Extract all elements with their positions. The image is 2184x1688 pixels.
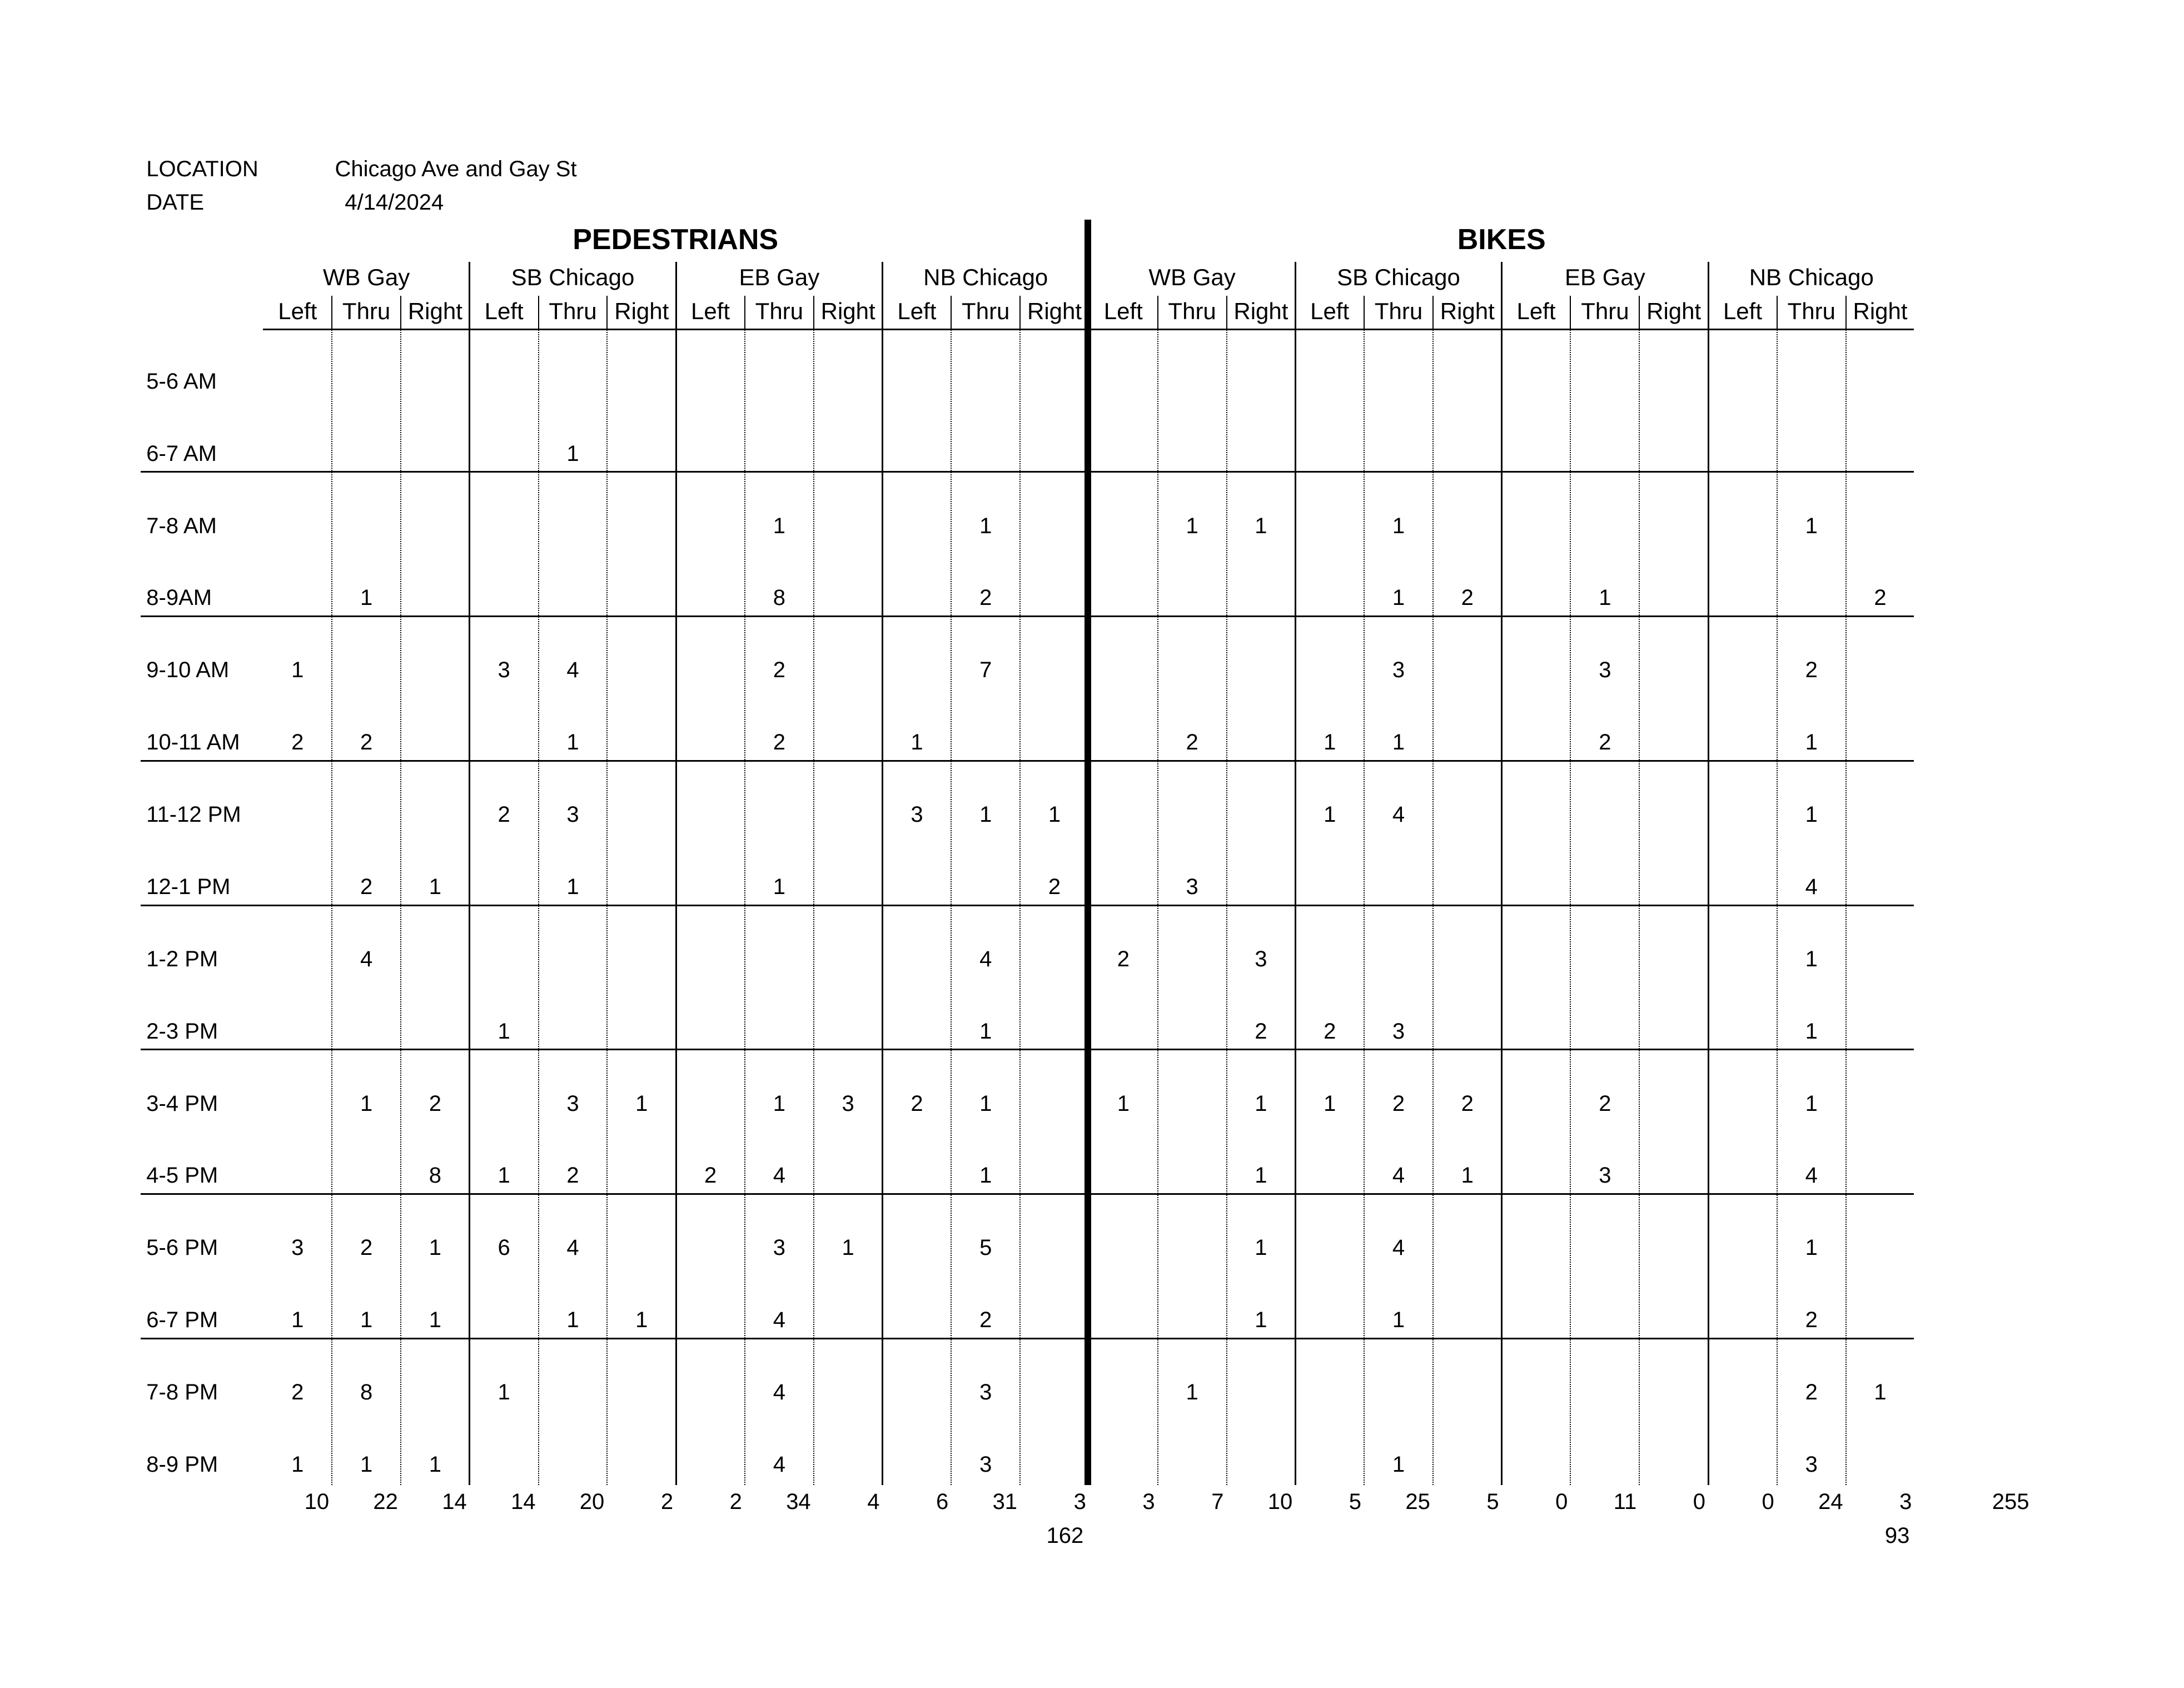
count-cell: 2 [1461,585,1474,610]
count-cell: 2 [498,802,510,827]
approach-header: EB Gay [1565,264,1645,291]
count-cell: 2 [566,1163,579,1188]
count-cell: 3 [566,1091,579,1116]
approach-divider [469,262,470,1485]
movement-header: Right [820,298,875,325]
count-cell: 1 [429,1452,441,1477]
count-cell: 3 [498,658,510,683]
time-period-label: 1-2 PM [146,946,218,971]
header-movement-divider [744,296,745,328]
count-cell: 3 [842,1091,854,1116]
count-cell: 3 [566,802,579,827]
count-cell: 3 [911,802,923,827]
count-cell: 1 [291,658,304,683]
count-cell: 1 [360,585,373,610]
approach-divider [1501,262,1503,1485]
movement-header: Right [614,298,669,325]
count-cell: 2 [979,1308,992,1333]
count-cell: 2 [1117,946,1130,971]
movement-divider [400,296,401,1485]
movement-divider [1019,296,1021,1485]
movement-header: Left [278,298,317,325]
time-period-label: 12-1 PM [146,874,231,899]
count-cell: 4 [566,658,579,683]
count-cell: 2 [360,730,373,755]
count-cell: 1 [1805,946,1818,971]
count-cell: 1 [1186,1379,1198,1404]
count-cell: 8 [360,1379,373,1404]
row-group-line [141,760,1914,762]
movement-divider [331,296,332,1485]
bikes-total: 93 [1884,1523,1910,1548]
movement-header: Right [1440,298,1495,325]
approach-divider [882,262,883,1485]
count-cell: 1 [291,1308,304,1333]
movement-header: Thru [1374,298,1423,325]
count-cell: 1 [1324,1091,1336,1116]
count-cell: 2 [291,1379,304,1404]
column-total: 3 [1073,1489,1086,1514]
count-cell: 1 [291,1452,304,1477]
row-group-line [141,905,1914,906]
count-cell: 4 [773,1163,785,1188]
count-cell: 2 [1048,874,1061,899]
count-cell: 1 [360,1452,373,1477]
count-cell: 4 [1392,1235,1405,1260]
approach-header: SB Chicago [511,264,635,291]
count-cell: 2 [1599,730,1611,755]
count-cell: 4 [1392,802,1405,827]
time-period-label: 5-6 AM [146,369,217,394]
column-total: 0 [1762,1489,1774,1514]
time-period-label: 10-11 AM [146,730,240,755]
header-movement-divider [1432,296,1434,328]
movement-header: Right [1853,298,1908,325]
approach-header: NB Chicago [1749,264,1874,291]
count-cell: 2 [1324,1019,1336,1044]
movement-divider [1639,296,1640,1485]
approach-header: SB Chicago [1337,264,1460,291]
header-movement-divider [538,296,539,328]
count-cell: 2 [1255,1019,1267,1044]
count-cell: 1 [1324,730,1336,755]
count-cell: 1 [498,1019,510,1044]
pedestrians-total: 162 [1046,1523,1084,1548]
count-cell: 1 [360,1091,373,1116]
count-cell: 1 [1392,585,1405,610]
count-cell: 1 [979,1091,992,1116]
movement-header: Thru [755,298,804,325]
count-cell: 2 [1874,585,1887,610]
time-period-label: 5-6 PM [146,1235,218,1260]
count-cell: 3 [1805,1452,1818,1477]
movement-divider [744,296,745,1485]
section-divider [1084,220,1091,1485]
approach-header: NB Chicago [923,264,1048,291]
row-group-line [141,1338,1914,1339]
movement-divider [1570,296,1571,1485]
count-cell: 1 [773,513,785,538]
approach-divider [1708,262,1709,1485]
row-group-line [141,471,1914,473]
count-cell: 2 [429,1091,441,1116]
movement-header: Left [1103,298,1143,325]
count-cell: 1 [566,1308,579,1333]
count-cell: 4 [773,1379,785,1404]
time-period-label: 8-9 PM [146,1452,218,1477]
movement-divider [1845,296,1847,1485]
count-cell: 1 [566,441,579,466]
count-cell: 1 [1805,802,1818,827]
time-period-label: 6-7 PM [146,1308,218,1333]
movement-header: Thru [962,298,1010,325]
count-cell: 3 [1255,946,1267,971]
movement-header: Left [1516,298,1556,325]
count-cell: 4 [1392,1163,1405,1188]
count-cell: 1 [773,874,785,899]
count-cell: 1 [566,874,579,899]
column-total: 0 [1555,1489,1568,1514]
column-total: 24 [1818,1489,1843,1514]
location-label: LOCATION [146,156,258,181]
count-cell: 2 [360,874,373,899]
column-total: 20 [579,1489,605,1514]
count-cell: 2 [1805,1379,1818,1404]
count-cell: 1 [979,1019,992,1044]
section-title-bikes: BIKES [1457,224,1546,256]
count-cell: 1 [429,874,441,899]
count-cell: 1 [429,1235,441,1260]
row-group-line [141,1049,1914,1050]
row-group-line [141,615,1914,617]
count-cell: 2 [773,730,785,755]
header-movement-divider [813,296,814,328]
movement-header: Right [1233,298,1288,325]
count-cell: 2 [1805,658,1818,683]
movement-header: Left [691,298,730,325]
column-total: 3 [1899,1489,1912,1514]
count-cell: 1 [1255,1308,1267,1333]
count-cell: 3 [291,1235,304,1260]
count-cell: 8 [773,585,785,610]
column-total: 14 [442,1489,467,1514]
approach-divider [675,262,677,1485]
column-total: 34 [786,1489,811,1514]
time-period-label: 3-4 PM [146,1091,218,1116]
column-total: 25 [1405,1489,1430,1514]
section-title-pedestrians: PEDESTRIANS [573,224,779,256]
count-cell: 1 [1324,802,1336,827]
count-cell: 1 [1461,1163,1474,1188]
movement-divider [1226,296,1227,1485]
count-cell: 1 [1874,1379,1887,1404]
approach-header: WB Gay [322,264,410,291]
time-period-label: 11-12 PM [146,802,241,827]
count-cell: 1 [1255,1091,1267,1116]
count-cell: 1 [773,1091,785,1116]
header-movement-divider [1226,296,1227,328]
count-cell: 8 [429,1163,441,1188]
approach-header: WB Gay [1148,264,1236,291]
count-cell: 4 [773,1308,785,1333]
approach-header: EB Gay [739,264,820,291]
movement-header: Right [1646,298,1702,325]
count-cell: 3 [1392,658,1405,683]
column-total: 11 [1613,1489,1637,1514]
count-cell: 3 [1599,1163,1611,1188]
date-value: 4/14/2024 [345,190,444,215]
count-cell: 1 [1805,513,1818,538]
count-cell: 1 [1599,585,1611,610]
time-period-label: 7-8 AM [146,513,217,538]
count-cell: 2 [1186,730,1198,755]
movement-divider [1364,296,1365,1485]
column-total: 22 [373,1489,398,1514]
header-movement-divider [400,296,401,328]
movement-header: Right [1027,298,1082,325]
movement-header: Left [1723,298,1762,325]
header-movement-divider [1019,296,1021,328]
count-cell: 2 [704,1163,717,1188]
column-total: 6 [936,1489,949,1514]
count-cell: 1 [429,1308,441,1333]
count-cell: 2 [1392,1091,1405,1116]
column-total: 5 [1349,1489,1362,1514]
movement-header: Right [407,298,462,325]
movement-divider [813,296,814,1485]
column-total: 4 [867,1489,880,1514]
count-cell: 7 [979,658,992,683]
count-cell: 1 [1805,1091,1818,1116]
approach-divider [1295,262,1296,1485]
movement-divider [1157,296,1158,1485]
count-cell: 5 [979,1235,992,1260]
count-cell: 4 [1805,1163,1818,1188]
count-cell: 4 [566,1235,579,1260]
count-cell: 3 [1392,1019,1405,1044]
count-cell: 1 [498,1163,510,1188]
movement-header: Left [484,298,524,325]
location-value: Chicago Ave and Gay St [335,156,577,181]
movement-header: Left [1310,298,1350,325]
column-total: 7 [1211,1489,1224,1514]
movement-divider [538,296,539,1485]
count-cell: 1 [635,1308,648,1333]
count-cell: 1 [1392,1308,1405,1333]
movement-header: Thru [342,298,391,325]
count-cell: 4 [979,946,992,971]
count-cell: 1 [979,513,992,538]
header-movement-divider [1639,296,1640,328]
count-cell: 6 [498,1235,510,1260]
count-cell: 1 [979,1163,992,1188]
movement-header: Thru [1787,298,1835,325]
count-cell: 1 [1255,1163,1267,1188]
count-cell: 2 [773,658,785,683]
header-movement-divider [1845,296,1847,328]
time-period-label: 6-7 AM [146,441,217,466]
count-cell: 1 [1255,1235,1267,1260]
column-total: 10 [304,1489,330,1514]
movement-divider [951,296,952,1485]
count-cell: 2 [360,1235,373,1260]
count-cell: 2 [291,730,304,755]
movement-divider [1432,296,1434,1485]
row-group-line [141,1193,1914,1195]
header-movement-divider [1570,296,1571,328]
count-cell: 1 [566,730,579,755]
count-cell: 1 [1186,513,1198,538]
time-period-label: 7-8 PM [146,1379,218,1404]
column-total: 31 [992,1489,1018,1514]
movement-divider [606,296,608,1485]
header-movement-divider [331,296,332,328]
count-cell: 2 [1461,1091,1474,1116]
movement-divider [1777,296,1778,1485]
count-cell: 3 [979,1379,992,1404]
count-cell: 1 [1805,1235,1818,1260]
count-cell: 1 [1392,730,1405,755]
count-cell: 3 [979,1452,992,1477]
count-cell: 1 [360,1308,373,1333]
count-cell: 3 [773,1235,785,1260]
time-period-label: 9-10 AM [146,658,230,683]
column-total: 3 [1142,1489,1155,1514]
count-cell: 1 [1392,513,1405,538]
count-cell: 1 [1392,1452,1405,1477]
count-cell: 3 [1186,874,1198,899]
count-cell: 4 [1805,874,1818,899]
grand-total: 255 [1992,1489,2029,1514]
count-cell: 4 [360,946,373,971]
movement-header: Left [897,298,937,325]
header-movement-divider [606,296,608,328]
count-cell: 1 [842,1235,854,1260]
header-movement-divider [1777,296,1778,328]
count-cell: 1 [1117,1091,1130,1116]
count-cell: 1 [1805,1019,1818,1044]
header-movement-divider [1157,296,1158,328]
count-cell: 1 [635,1091,648,1116]
movement-header: Thru [1581,298,1629,325]
column-total: 10 [1267,1489,1293,1514]
header-movement-divider [1364,296,1365,328]
time-period-label: 2-3 PM [146,1019,218,1044]
movement-header: Thru [1168,298,1216,325]
count-cell: 1 [979,802,992,827]
count-cell: 2 [1805,1308,1818,1333]
count-cell: 2 [979,585,992,610]
count-cell: 1 [1048,802,1061,827]
count-cell: 1 [1805,730,1818,755]
time-period-label: 4-5 PM [146,1163,218,1188]
count-cell: 2 [911,1091,923,1116]
column-total: 2 [660,1489,674,1514]
column-total: 2 [729,1489,742,1514]
count-cell: 4 [773,1452,785,1477]
column-total: 5 [1486,1489,1499,1514]
header-movement-divider [951,296,952,328]
count-cell: 1 [911,730,923,755]
count-cell: 1 [498,1379,510,1404]
column-total: 0 [1693,1489,1705,1514]
date-label: DATE [146,190,204,215]
movement-header: Thru [549,298,597,325]
count-cell: 2 [1599,1091,1611,1116]
time-period-label: 8-9AM [146,585,212,610]
count-cell: 1 [1255,513,1267,538]
column-total: 14 [511,1489,536,1514]
count-cell: 3 [1599,658,1611,683]
